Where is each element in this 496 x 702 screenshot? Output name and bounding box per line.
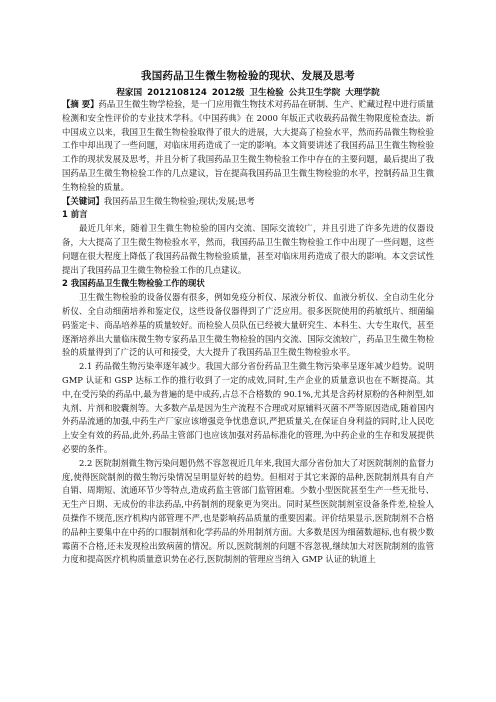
- subsection-2-1-paragraph: 2.1 药品微生物污染率逐年减少。我国大部分省份药品卫生微生物污染率呈逐年减少趋势。说明 GMP 认证和 GSP 达标工作的推行收到了一定的成效,同时,生产企业的质量意识也在不断提高。其中,在受污染的药品中,最为普遍的是中成药,占总不合格数的 90.1%,尤其是含药材原粉的各种剂型,如丸剂、片剂和胶囊剂等。大多数产品是因为生产流程不合理或对原辅料灭菌不严等原因造成,随着国内外药品流通的加强,中药生产厂家应该增强竞争忧患意识,严把质量关,在保证自身利益的同时,让人民吃上安全有效的药品,此外,药品主管部门也应该加强对药品标准化的管理,为中药企业的生存和发展提供必要的条件。: [62, 361, 434, 454]
- section-heading-intro: 1 前言: [62, 209, 88, 220]
- intro-paragraph: 最近几年来，随着卫生微生物检验的国内交流、国际交流较广，并且引进了许多先进的仪器设备，大大提高了卫生微生物检验水平，然而，我国药品卫生微生物检验工作中出现了一些问题，这些问题在很大程度上降低了我国药品微生物检验质量，甚至对临床用药造成了很大的影响。本文尝试性提出了我国药品卫生微生物检验工作的几点建议。: [62, 223, 434, 275]
- keywords: [62, 195, 434, 209]
- paper-body: [62, 98, 434, 567]
- abstract-label: 【摘 要】: [62, 99, 99, 109]
- abstract: [62, 98, 434, 195]
- keywords-label: 【关键词】: [62, 195, 104, 206]
- status-paragraph: 卫生微生物检验的设备仪器有很多，例如免疫分析仪、尿液分析仪、血液分析仪、全自动生化分析仪、全自动细菌培养和鉴定仪，这些设备仪器得到了广泛应用。很多医院使用的药敏纸片、细菌编码鉴定卡、商品培养基的质量较好。而检验人员队伍已经被大量研究生、本科生、大专生取代，甚至逐渐培养出大量临床微生物专家药品卫生微生物检验的国内交流、国际交流较广，药品卫生微生物检验的质量得到了广泛的认可和接受，大大提升了我国药品卫生微生物检验水平。: [62, 292, 434, 358]
- abstract-text: 药品卫生微生物学检验，是一门应用微生物技术对药品在研制、生产、贮藏过程中进行质量检测和安全性评价的专业技术学科。《中国药典》在 2000 年版正式收载药品微生物限度检查法。新中国成立以来，我国卫生微生物检验取得了很大的进展，大大提高了检验水平，然而药品微生物检验工作中却出现了一些问题，对临床用药造成了一定的影响。本文简要讲述了我国药品卫生微生物检验工作的现状发展及思考，并且分析了我国药品卫生微生物检验工作中存在的主要问题，最后提出了我国药品卫生微生物检验工作的几点建议，旨在提高我国药品卫生微生物检验的水平，控制药品卫生微生物检验的质量。: [62, 99, 434, 192]
- keywords-text: 我国药品卫生微生物检验;现状;发展;思考: [103, 195, 255, 206]
- author-line: 程家国 2012108124 2012级 卫生检验 公共卫生学院 大理学院: [116, 88, 380, 98]
- section-heading-status: 2 我国药品卫生微生物检验工作的现状: [62, 278, 205, 289]
- paper-title: 我国药品卫生微生物检验的现状、发展及思考: [141, 70, 355, 82]
- subsection-2-2-paragraph: 2.2 医院制剂微生物污染问题仍然不容忽视近几年来,我国大部分省份加大了对医院制剂的监督力度,使得医院制剂的微生物污染情况呈明显好转的趋势。但相对于其它来源的品种,医院制剂具有自产自销、周期短、流通环节少等特点,造成药监主管部门监管困难。少数小型医院甚至生产一些无批号、无生产日期、无成份的非法药品,中药制剂的现象更为突出。同时某些医院制剂室设备条件差,检验人员操作不规范,医疗机构内部管理不严,也是影响药品质量的重要因素。评价结果显示,医院制剂不合格的品种主要集中在中药的口服制剂和化学药品的外用制剂方面。大多数是因为细菌数超标,也有极少数霉菌不合格,还未发现检出致病菌的情况。所以,医院制剂的问题不容忽视,继续加大对医院制剂的监管力度和提高医疗机构质量意识势在必行,医院制剂的管理应当纳入 GMP 认证的轨道上: [62, 457, 434, 565]
